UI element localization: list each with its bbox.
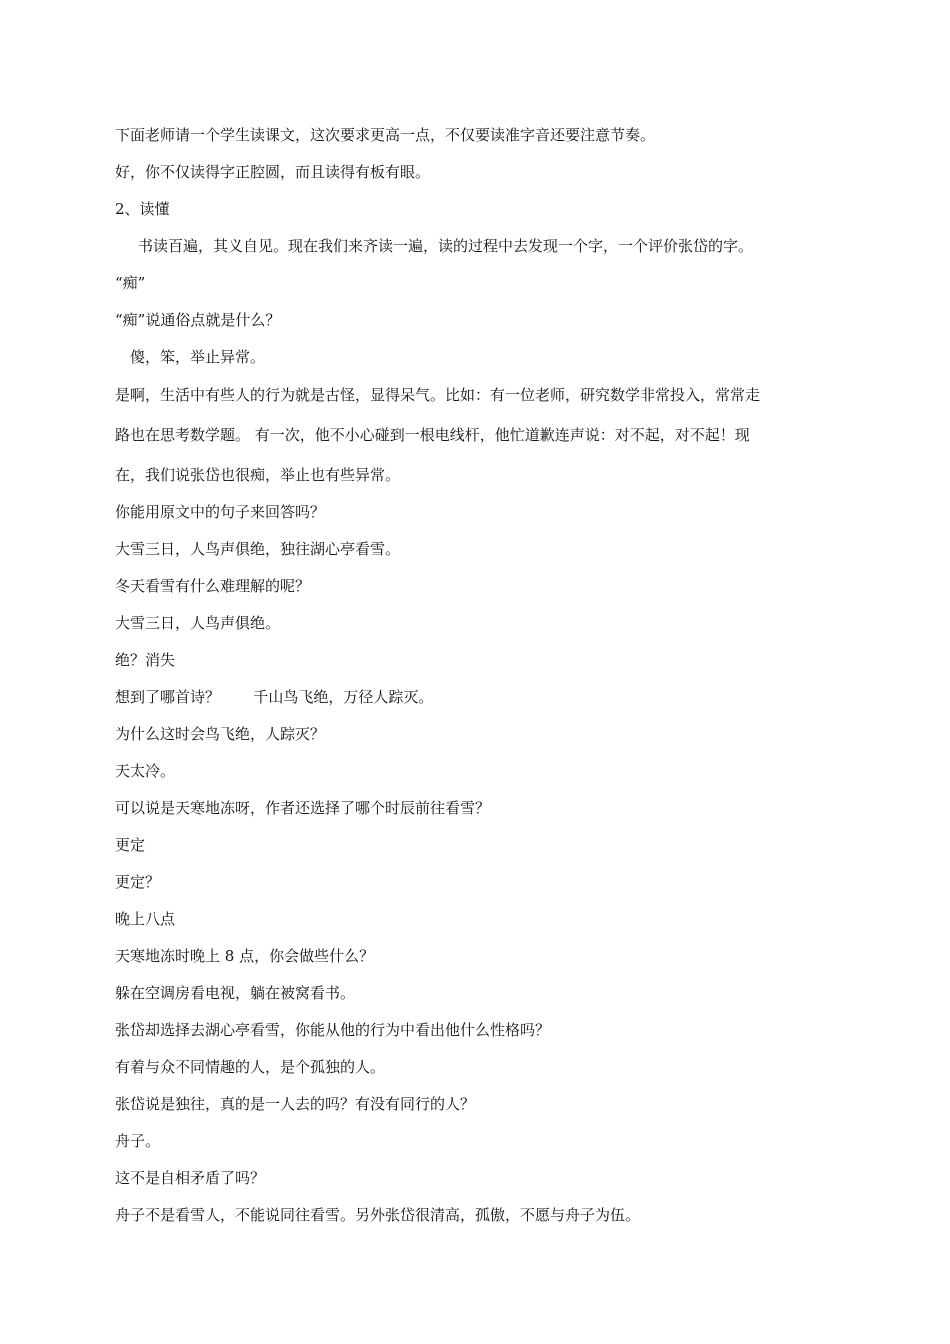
- text-line: 晚上八点: [115, 910, 176, 928]
- text-line: 大雪三日，人鸟声俱绝，独往湖心亭看雪。: [115, 540, 401, 558]
- text-line: 舟子。: [115, 1132, 161, 1150]
- text-line: 舟子不是看雪人，不能说同往看雪。另外张岱很清高，孤傲，不愿与舟子为伍。: [115, 1206, 641, 1224]
- text-line: 想到了哪首诗？ 千山鸟飞绝，万径人踪灭。: [115, 688, 434, 706]
- text-line: 绝？消失: [115, 651, 176, 669]
- text-line: “痴”说通俗点就是什么？: [115, 311, 281, 329]
- text-line: 大雪三日，人鸟声俱绝。: [115, 614, 281, 632]
- text-line: 张岱说是独往，真的是一人去的吗？有没有同行的人？: [115, 1095, 476, 1113]
- text-line: 为什么这时会鸟飞绝，人踪灭？: [115, 725, 326, 743]
- text-line: 你能用原文中的句子来回答吗？: [115, 503, 326, 521]
- text-line: 天太冷。: [115, 762, 176, 780]
- text-line: 傻，笨，举止异常。: [130, 348, 266, 366]
- text-line: 有着与众不同情趣的人，是个孤独的人。: [115, 1058, 386, 1076]
- text-line: 冬天看雪有什么难理解的呢？: [115, 577, 311, 595]
- paragraph-line: 是啊，生活中有些人的行为就是古怪，显得呆气。比如：有一位老师，研究数学非常投入，常常走: [115, 386, 761, 404]
- text-line: “痴”: [115, 274, 146, 292]
- paragraph-line: 路也在思考数学题。 有一次，他不小心碰到一根电线杆，他忙道歉连声说：对不起，对不起！现: [115, 426, 750, 444]
- paragraph: [115, 375, 845, 495]
- text-line: 好，你不仅读得字正腔圆，而且读得有板有眼。: [115, 163, 431, 181]
- text-line: 躲在空调房看电视，躺在被窝看书。: [115, 984, 356, 1002]
- document-body: [115, 124, 845, 1241]
- paragraph-line: 在，我们说张岱也很痴，举止也有些异常。: [115, 466, 401, 484]
- text-line: 书读百遍，其义自见。现在我们来齐读一遍，读的过程中去发现一个字，一个评价张岱的字。: [138, 237, 754, 255]
- text-line: 这不是自相矛盾了吗？: [115, 1169, 266, 1187]
- text-line: 天寒地冻时晚上 8 点，你会做些什么？: [115, 947, 375, 965]
- text-line: 下面老师请一个学生读课文，这次要求更高一点，不仅要读准字音还要注意节奏。: [115, 126, 656, 144]
- section-heading: 2、读懂: [115, 200, 170, 218]
- text-line: 可以说是天寒地冻呀，作者还选择了哪个时辰前往看雪？: [115, 799, 491, 817]
- text-line: 更定: [115, 836, 146, 854]
- text-line: 更定？: [115, 873, 161, 891]
- text-line: 张岱却选择去湖心亭看雪，你能从他的行为中看出他什么性格吗？: [115, 1021, 551, 1039]
